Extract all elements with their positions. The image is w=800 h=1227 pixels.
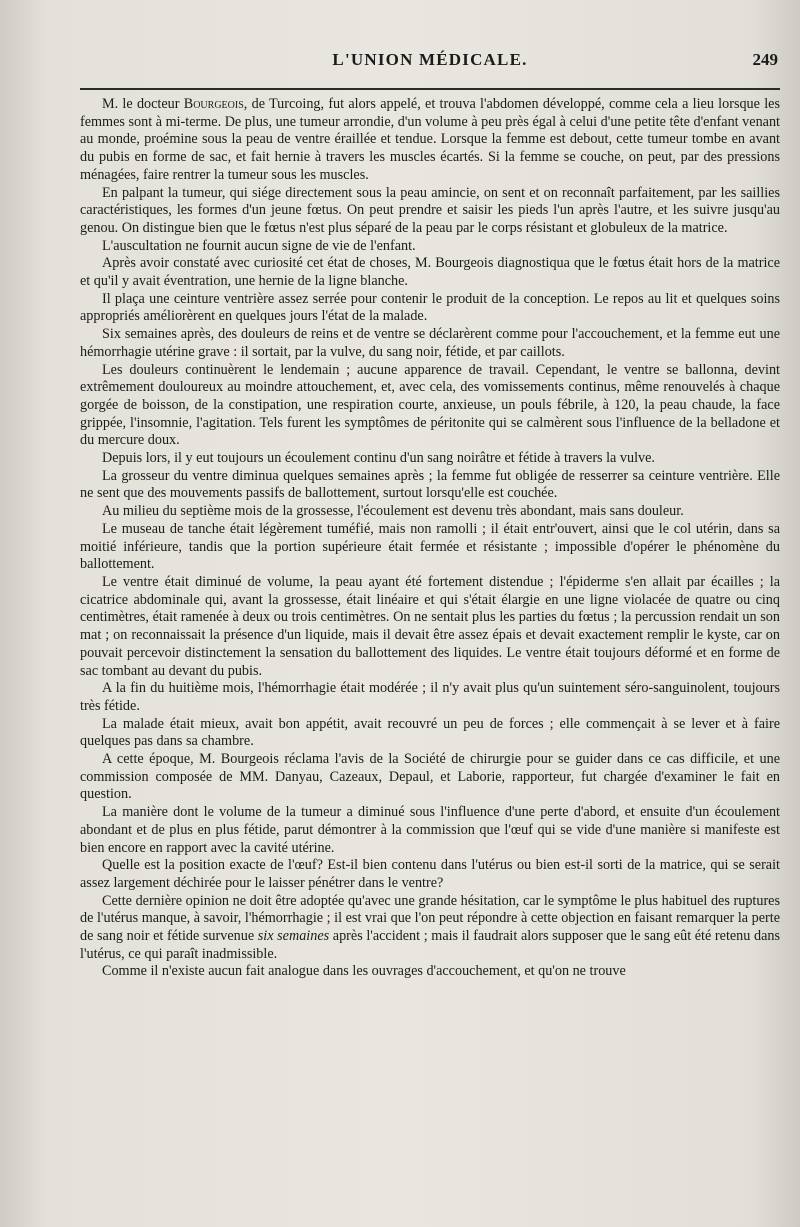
paragraph: M. le docteur Bourgeois, de Turcoing, fut alors appelé, et trouva l'abdomen développé, comme cela a lieu lorsque les femmes sont à mi-terme. De plus, une tumeur arrondie, d'un volume à peu près égal à celui d'une petite tête d'enfant venant au monde, proémine sous la peau de ventre éraillée et tendue. Lorsque la femme est debout, cette tumeur tombe en avant du pubis en forme de sac, et fait hernie à travers les muscles écartés. Si la femme se couche, on peut, par des pressions ménagées, faire rentrer la tumeur sous les muscles.: [80, 96, 780, 183]
paragraph: Six semaines après, des douleurs de reins et de ventre se déclarèrent comme pour l'accouchement, et la femme eut une hémorrhagie utérine grave : il sortait, par la vulve, du sang noir, fétide, et par caillots.: [80, 326, 780, 360]
paragraph: La malade était mieux, avait bon appétit, avait recouvré un peu de forces ; elle commençait à se lever et à faire quelques pas dans sa chambre.: [80, 715, 780, 750]
paragraph: La manière dont le volume de la tumeur a diminué sous l'influence d'une perte d'abord, et ensuite d'un écoulement abondant et de plus en plus fétide, parut démontrer à la commission que l'œuf qui se vide d'une manière si manifeste est bien encore en rapport avec la cavité utérine.: [80, 804, 780, 856]
paragraph: La grosseur du ventre diminua quelques semaines après ; la femme fut obligée de resserrer sa ceinture ventrière. Elle ne sent que des mouvements passifs de ballottement, surtout lorsqu'elle est couchée.: [80, 467, 780, 502]
italic-emphasis: six semaines: [257, 928, 330, 945]
paragraph: Le ventre était diminué de volume, la peau ayant été fortement distendue ; l'épiderme s'en allait par écailles ; la cicatrice abdominale qui, avant la grossesse, était linéaire et qui s'était élargie en une ligne violacée de quatre ou cinq centimètres, était ramenée à deux ou trois centimètres. On ne sentait plus les parties du fœtus ; la percussion rendait un son mat ; on reconnaissait la présence d'un liquide, mais il devait être assez épais et devait exactement remplir le kyste, car on pouvait percevoir distinctement la sensation du ballottement des liquides. Le ventre était toujours déformé et en forme de sac tombant au devant du pubis.: [80, 573, 780, 679]
article-body: [80, 96, 780, 981]
paragraph: Quelle est la position exacte de l'œuf? Est-il bien contenu dans l'utérus ou bien est-il sorti de la matrice, qui se serait assez largement déchirée pour le laisser pénétrer dans le ventre?: [80, 857, 780, 891]
running-title: L'UNION MÉDICALE.: [332, 50, 528, 69]
paragraph: Depuis lors, il y eut toujours un écoulement continu d'un sang noirâtre et fétide à travers la vulve.: [102, 450, 655, 467]
paragraph: L'auscultation ne fournit aucun signe de vie de l'enfant.: [102, 237, 416, 254]
header-rule: [80, 88, 780, 90]
paragraph: Il plaça une ceinture ventrière assez serrée pour contenir le produit de la conception. Le repos au lit et quelques soins appropriés améliorèrent en quelques jours l'état de la malade.: [80, 290, 780, 325]
paragraph: Comme il n'existe aucun fait analogue dans les ouvrages d'accouchement, et qu'on ne trouve: [102, 963, 626, 980]
paragraph: Les douleurs continuèrent le lendemain ; aucune apparence de travail. Cependant, le ventre se ballonna, devint extrêmement douloureux au moindre attouchement, et, avec cela, des vomissements continus, même renouvelés à chaque gorgée de boisson, de la constipation, une respiration courte, anxieuse, un pouls fébrile, à 120, la peau chaude, la face grippée, l'insomnie, l'agitation. Tels furent les symptômes de péritonite qui se calmèrent sous l'influence de la belladone et du mercure doux.: [80, 361, 780, 449]
paragraph: Au milieu du septième mois de la grossesse, l'écoulement est devenu très abondant, mais sans douleur.: [102, 503, 684, 520]
surname-small-caps: Bourgeois: [183, 96, 244, 112]
paragraph: A cette époque, M. Bourgeois réclama l'avis de la Société de chirurgie pour se guider dans ce cas difficile, et une commission composée de MM. Danyau, Cazeaux, Depaul, et Laborie, rapporteur, fut chargée d'examiner le fait en question.: [80, 751, 780, 803]
page-header: [80, 46, 780, 76]
paragraph: Le museau de tanche était légèrement tuméfié, mais non ramolli ; il était entr'ouvert, ainsi que le col utérin, dans sa moitié inférieure, tandis que la portion supérieure était fermée et résistante ; impossible d'opérer le phénomène du ballottement.: [80, 520, 780, 573]
paragraph: Après avoir constaté avec curiosité cet état de choses, M. Bourgeois diagnostiqua que le fœtus était hors de la matrice et qu'il y avait éventration, une hernie de la ligne blanche.: [80, 255, 780, 290]
paragraph: En palpant la tumeur, qui siége directement sous la peau amincie, on sent et on reconnaît parfaitement, par les saillies caractéristiques, les formes d'un jeune fœtus. On peut prendre et saisir les pieds l'un après l'autre, et les suivre jusqu'au genou. On distingue bien que le fœtus n'est plus séparé de la peau par le corps résistant et globuleux de la matrice.: [80, 184, 780, 236]
page-number: 249: [752, 50, 778, 69]
paragraph: Cette dernière opinion ne doit être adoptée qu'avec une grande hésitation, car le symptôme le plus habituel des ruptures de l'utérus manque, à savoir, l'hémorrhagie ; il est vrai que l'on peut répondre à cette objection en faisant remarquer la perte de sang noir et fétide survenue six semaines après l'accident ; mais il faudrait alors supposer que le sang eût été retenu dans l'utérus, ce qui paraît inadmissible.: [80, 892, 780, 962]
paragraph: A la fin du huitième mois, l'hémorrhagie était modérée ; il n'y avait plus qu'un suintement séro-sanguinolent, toujours très fétide.: [80, 680, 780, 714]
